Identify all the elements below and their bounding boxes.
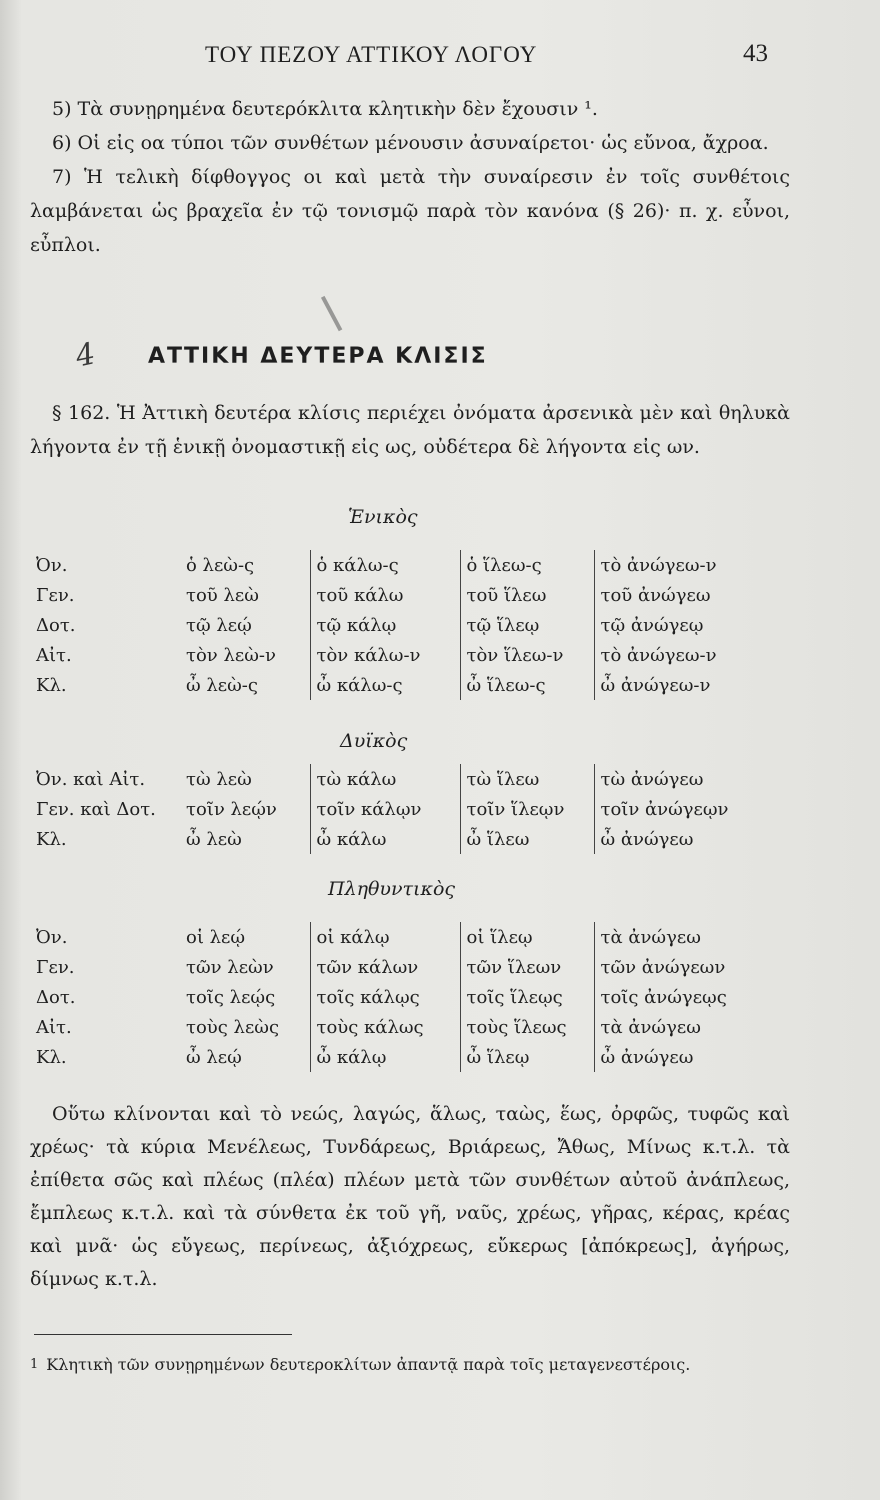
dual-cell: ὦ κάλω: [310, 824, 460, 854]
footnote-text: Κλητικὴ τῶν συνῃρημένων δευτεροκλίτων ἀπαντᾷ παρὰ τοῖς μεταγενεστέροις.: [46, 1355, 691, 1374]
section-heading: [30, 338, 790, 378]
plural-cell: τῶν ἵλεων: [460, 952, 594, 982]
plural-row: [30, 982, 764, 1012]
dual-cell: τοῖν λεῴν: [180, 794, 310, 824]
singular-cell: ὁ ἵλεω-ς: [460, 550, 594, 580]
dual-row: [30, 764, 764, 794]
plural-row: [30, 1042, 764, 1072]
singular-cell: τὸ ἀνώγεω-ν: [600, 644, 717, 666]
dual-label: Δυϊκὸς: [340, 730, 408, 752]
paragraph-162: § 162. Ἡ Ἀττικὴ δευτέρα κλίσις περιέχει ὀνόματα ἀρσενικὰ μὲν καὶ θηλυκὰ λήγοντα ἐν τῇ ἑνικῇ ὀνομαστικῇ εἰς ως, οὐδέτερα δὲ λήγοντα εἰς ων.: [30, 402, 790, 458]
plural-cell: Αἰτ.: [36, 1016, 72, 1038]
singular-cell: Ὀν.: [36, 554, 68, 576]
dual-cell: ὦ ἀνώγεω: [600, 828, 694, 850]
singular-cell: τοῦ κάλω: [310, 580, 460, 610]
plural-cell: τῶν κάλων: [310, 952, 460, 982]
dual-cell: ὦ λεὼ: [180, 824, 310, 854]
plural-cell: Ὀν.: [36, 926, 68, 948]
plural-row: [30, 922, 764, 952]
singular-cell: Δοτ.: [36, 614, 76, 636]
dual-cell: τοῖν κάλῳν: [310, 794, 460, 824]
singular-cell: τῷ κάλῳ: [310, 610, 460, 640]
dual-cell: ὦ ἵλεω: [460, 824, 594, 854]
rules-block: [30, 92, 790, 262]
singular-row: [30, 610, 764, 640]
singular-label: Ἑνικὸς: [348, 506, 418, 528]
page-header: [0, 40, 880, 80]
plural-cell: οἱ κάλῳ: [310, 922, 460, 952]
singular-cell: τῷ ἀνώγεῳ: [600, 614, 704, 636]
footnote: [30, 1350, 790, 1380]
rule-6: 6) Οἱ εἰς οα τύποι τῶν συνθέτων μένουσιν ἀσυναίρετοι· ὡς εὔνοα, ἄχροα.: [52, 132, 769, 154]
rule-7: 7) Ἡ τελικὴ δίφθογγος οι καὶ μετὰ τὴν συναίρεσιν ἐν τοῖς συνθέτοις λαμβάνεται ὡς βραχεῖα ἐν τῷ τονισμῷ παρὰ τὸν κανόνα (§ 26)· π. χ. εὖνοι, εὖπλοι.: [30, 166, 790, 256]
singular-cell: τῷ λεῴ: [180, 610, 310, 640]
plural-cell: τοὺς λεὼς: [180, 1012, 310, 1042]
plural-label: Πληθυντικὸς: [328, 878, 456, 900]
plural-cell: τοῖς ἀνώγεῳς: [600, 986, 727, 1008]
singular-row: [30, 550, 764, 580]
singular-table: [30, 550, 764, 700]
plural-cell: τοὺς ἵλεως: [460, 1012, 594, 1042]
plural-cell: τῶν ἀνώγεων: [600, 956, 726, 978]
plural-cell: ὦ ἵλεῳ: [460, 1042, 594, 1072]
singular-row: [30, 640, 764, 670]
singular-cell: τοῦ ἵλεω: [460, 580, 594, 610]
footnote-divider: [34, 1334, 292, 1335]
singular-cell: τὸν λεὼ-ν: [180, 640, 310, 670]
plural-cell: οἱ ἵλεῳ: [460, 922, 594, 952]
dual-cell: τὼ κάλω: [310, 764, 460, 794]
plural-cell: Δοτ.: [36, 986, 76, 1008]
singular-cell: ὁ κάλω-ς: [310, 550, 460, 580]
plural-cell: ὦ ἀνώγεω: [600, 1046, 694, 1068]
plural-cell: τῶν λεὼν: [180, 952, 310, 982]
dual-cell: Κλ.: [36, 828, 67, 850]
plural-cell: τοῖς ἵλεῳς: [460, 982, 594, 1012]
plural-cell: Κλ.: [36, 1046, 67, 1068]
singular-cell: Γεν.: [36, 584, 75, 606]
plural-cell: Γεν.: [36, 956, 75, 978]
plural-cell: τοὺς κάλως: [310, 1012, 460, 1042]
closing-paragraph: Οὕτω κλίνονται καὶ τὸ νεώς, λαγώς, ἅλως, ταὼς, ἕως, ὀρφῶς, τυφῶς καὶ χρέως· τὰ κύρια Μενέλεως, Τυνδάρεως, Βριάρεως, Ἄθως, Μίνως κ.τ.λ. τὰ ἐπίθετα σῶς καὶ πλέως (πλέα) πλέων μετὰ τῶν συνθέτων αὐτοῦ ἀνάπλεως, ἔμπλεως κ.τ.λ. καὶ τὰ σύνθετα ἐκ τοῦ γῆ, ναῦς, χρέως, γῆρας, κέρας, κρέας καὶ μνᾶ· ὡς εὔγεως, περίνεως, ἀξιόχρεως, εὔκερως [ἀπόκρεως], ἀγήρως, δίμνως κ.τ.λ.: [30, 1103, 790, 1290]
dual-cell: τοῖν ἵλεῳν: [460, 794, 594, 824]
singular-cell: τὸν ἵλεω-ν: [460, 640, 594, 670]
singular-cell: τοῦ ἀνώγεω: [600, 584, 711, 606]
plural-cell: τὰ ἀνώγεω: [600, 926, 701, 948]
singular-cell: Κλ.: [36, 674, 67, 696]
plural-row: [30, 952, 764, 982]
dual-row: [30, 824, 764, 854]
singular-cell: ὦ ἵλεω-ς: [460, 670, 594, 700]
dual-cell: τὼ λεὼ: [180, 764, 310, 794]
section-intro: [30, 396, 790, 464]
plural-cell: οἱ λεῴ: [180, 922, 310, 952]
plural-cell: ὦ κάλῳ: [310, 1042, 460, 1072]
plural-cell: ὦ λεῴ: [180, 1042, 310, 1072]
footnote-mark: 1: [30, 1357, 39, 1372]
section-title: ΑΤΤΙΚΗ ΔΕΥΤΕΡΑ ΚΛΙΣΙΣ: [148, 344, 488, 369]
plural-row: [30, 1012, 764, 1042]
plural-cell: τοῖς κάλῳς: [310, 982, 460, 1012]
running-title: ΤΟΥ ΠΕΖΟΥ ΑΤΤΙΚΟΥ ΛΟΓΟΥ: [205, 42, 538, 67]
dual-cell: τοῖν ἀνώγεῳν: [600, 798, 729, 820]
dual-cell: τὼ ἀνώγεω: [600, 768, 704, 790]
singular-row: [30, 670, 764, 700]
singular-cell: Αἰτ.: [36, 644, 72, 666]
plural-table: [30, 922, 764, 1072]
singular-cell: ὦ κάλω-ς: [310, 670, 460, 700]
dual-row: [30, 794, 764, 824]
singular-row: [30, 580, 764, 610]
plural-cell: τοῖς λεῴς: [180, 982, 310, 1012]
singular-cell: τῷ ἵλεῳ: [460, 610, 594, 640]
handwritten-section-number: 4: [72, 336, 99, 375]
page-number: 43: [743, 40, 768, 67]
singular-cell: ὁ λεὼ-ς: [180, 550, 310, 580]
ink-mark: [321, 283, 367, 332]
dual-cell: τὼ ἵλεω: [460, 764, 594, 794]
dual-cell: Γεν. καὶ Δοτ.: [36, 798, 156, 820]
dual-table: [30, 764, 764, 854]
closing-paragraph-block: [30, 1098, 790, 1296]
rule-5: 5) Τὰ συνῃρημένα δευτερόκλιτα κλητικὴν δὲν ἔχουσιν ¹.: [52, 98, 598, 120]
singular-cell: ὦ ἀνώγεω-ν: [600, 674, 711, 696]
singular-cell: τὸν κάλω-ν: [310, 640, 460, 670]
dual-cell: Ὀν. καὶ Αἰτ.: [36, 768, 146, 790]
plural-cell: τὰ ἀνώγεω: [600, 1016, 701, 1038]
singular-cell: τὸ ἀνώγεω-ν: [600, 554, 717, 576]
singular-cell: ὦ λεὼ-ς: [180, 670, 310, 700]
singular-cell: τοῦ λεὼ: [180, 580, 310, 610]
